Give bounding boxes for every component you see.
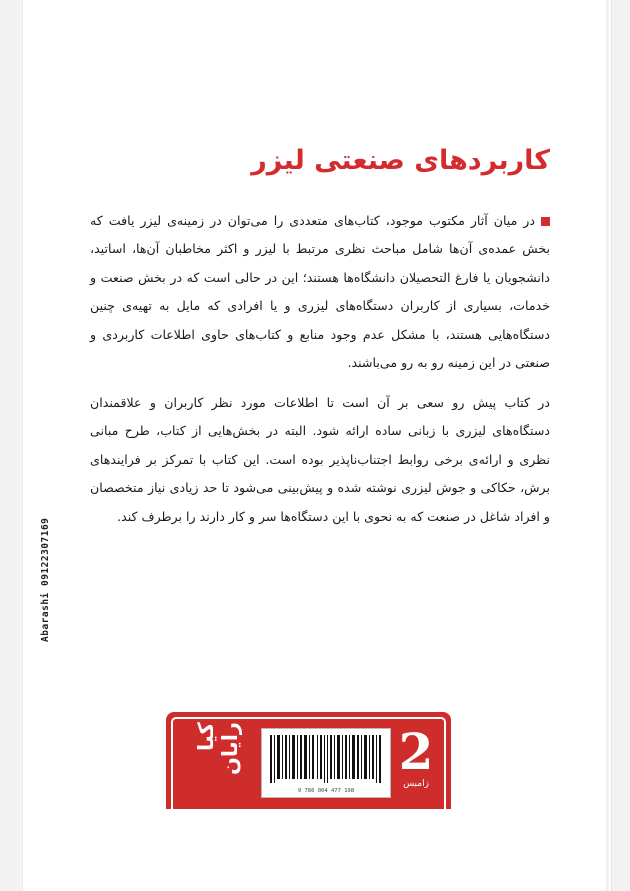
barcode-icon	[262, 729, 390, 797]
publisher-band	[166, 712, 451, 809]
blurb-paragraph-2: در کتاب پیش رو سعی بر آن است تا اطلاعات مورد نظر کاربران و علاقمندان دستگاه‌های لیزری با زبانی ساده ارائه شود. البته در بخش‌هایی از کتاب، طرح مبانی نظری و ارائه‌ی برخی روابط اجتناب‌ناپذیر بوده است. این کتاب با تمرکز بر فرایندهای برش، حکاکی و جوش لیزری نوشته شده و پیش‌بینی می‌شود تا حد زیادی نیاز متخصصان و افراد شاغل در صنعت که به نحوی با این دستگاه‌ها سر و کار دارند را برطرف کند.	[90, 395, 550, 524]
spine-edge	[606, 0, 609, 891]
barcode	[261, 728, 391, 798]
blurb-paragraph-1-text: در میان آثار مکتوب موجود، کتاب‌های متعددی را می‌توان در زمینه‌ی لیزر یافت که بخش عمده‌ی آن‌ها شامل مباحث نظری مرتبط با لیزر و اکثر مخاطبان آن‌ها، اساتید، دانشجویان یا فارغ التحصیلان دانشگاه‌ها هستند؛ این در حالی است که در بخش صنعت و خدمات، بسیاری از کاربران دستگاه‌های لیزری و یا افرادی که مایل به تهیه‌ی چنین دستگاه‌هایی هستند، با مشکل عدم وجود منابع و کتاب‌های حاوی اطلاعات کاربردی و صنعتی در این زمینه رو به رو می‌باشند.	[90, 213, 550, 371]
blurb-paragraph-1	[90, 207, 550, 377]
book-title: کاربردهای صنعتی لیزر	[251, 145, 550, 176]
series-word: زامبس	[403, 779, 429, 789]
series-number: 2	[398, 722, 434, 781]
barcode-number: 9 786 004 477 198	[297, 788, 355, 794]
series-logo	[391, 722, 441, 796]
spine-contact-text: Abarashi 09122307169	[40, 517, 51, 642]
bullet-square-icon	[541, 217, 550, 226]
publisher-logo: کیا رایان	[194, 722, 242, 775]
